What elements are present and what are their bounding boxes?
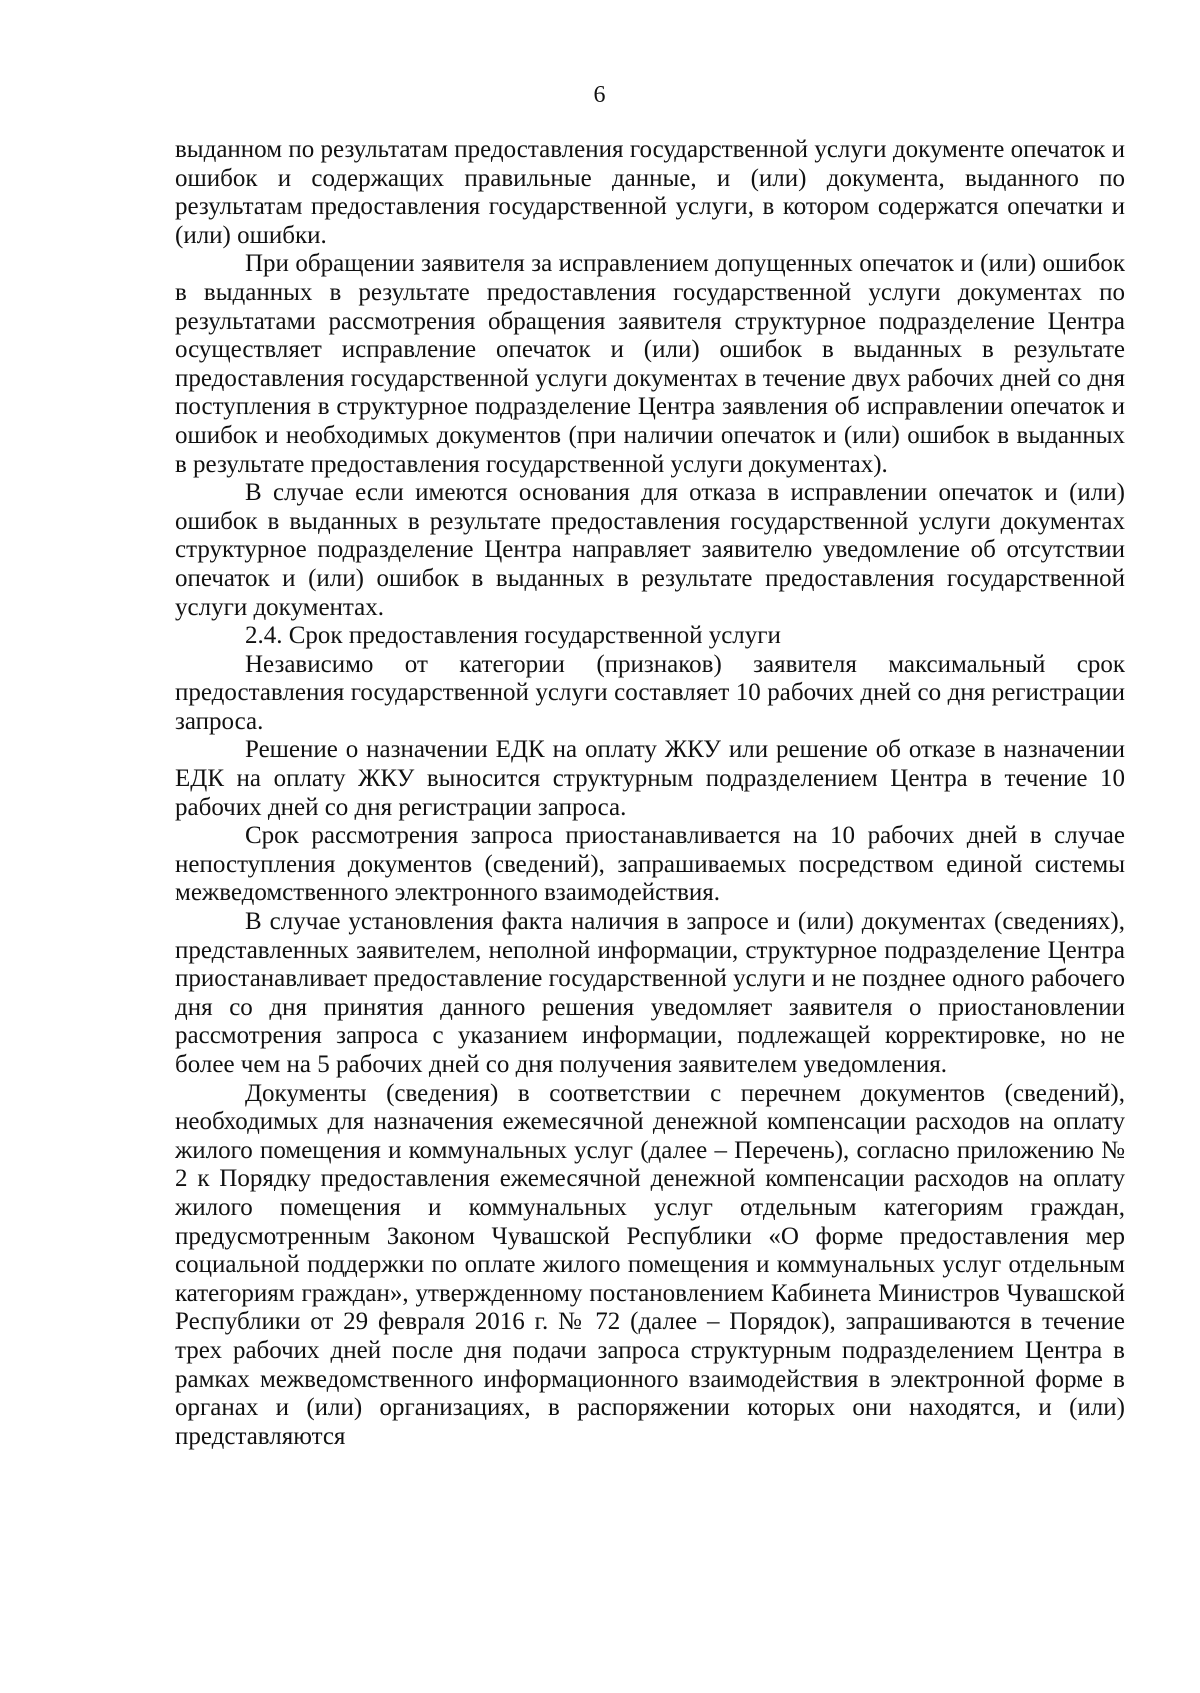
section-heading-2-4: 2.4. Срок предоставления государственной услуги: [245, 622, 781, 650]
paragraph-incomplete-info: В случае установления факта наличия в запросе и (или) документах (сведениях), представленных заявителем, неполной информации, структурное подразделение Центра приостанавливает предоставление государственной услуги и не позднее одного рабочего дня со дня принятия данного решения уведомляет заявителя о приостановлении рассмотрения запроса с указанием информации, подлежащей корректировке, но не более чем на 5 рабочих дней со дня получения заявителем уведомления.: [175, 908, 1125, 1078]
page-number: 6: [593, 82, 607, 108]
paragraph-correction-procedure: При обращении заявителя за исправлением допущенных опечаток и (или) ошибок в выданных в результате предоставления государственной услуги документах по результатами рассмотрения обращения заявителя структурное подразделение Центра осуществляет исправление опечаток и (или) ошибок в выданных в результате предоставления государственной услуги документах в течение двух рабочих дней со дня поступления в структурное подразделение Центра заявления об исправлении опечаток и ошибок и необходимых документов (при наличии опечаток и (или) ошибок в выданных в результате предоставления государственной услуги документах).: [175, 250, 1125, 478]
paragraph-continuation: выданном по результатам предоставления государственной услуги документе опечаток и ошибок и содержащих правильные данные, и (или) документа, выданного по результатам предоставления государственной услуги, в котором содержатся опечатки и (или) ошибки.: [175, 136, 1125, 249]
paragraph-refusal-notification: В случае если имеются основания для отказа в исправлении опечаток и (или) ошибок в выданных в результате предоставления государственной услуги документах структурное подразделение Центра направляет заявителю уведомление об отсутствии опечаток и (или) ошибок в выданных в результате предоставления государственной услуги документах.: [175, 479, 1125, 621]
document-body: [175, 136, 1125, 1451]
paragraph-suspension: Срок рассмотрения запроса приостанавливается на 10 рабочих дней в случае непоступления документов (сведений), запрашиваемых посредством единой системы межведомственного электронного взаимодействия.: [175, 822, 1125, 907]
paragraph-edk-decision: Решение о назначении ЕДК на оплату ЖКУ или решение об отказе в назначении ЕДК на оплату ЖКУ выносится структурным подразделением Центра в течение 10 рабочих дней со дня регистрации запроса.: [175, 736, 1125, 821]
paragraph-max-term: Независимо от категории (признаков) заявителя максимальный срок предоставления государственной услуги составляет 10 рабочих дней со дня регистрации запроса.: [175, 650, 1125, 735]
paragraph-documents-request: Документы (сведения) в соответствии с перечнем документов (сведений), необходимых для назначения ежемесячной денежной компенсации расходов на оплату жилого помещения и коммунальных услуг (далее – Перечень), согласно приложению № 2 к Порядку предоставления ежемесячной денежной компенсации расходов на оплату жилого помещения и коммунальных услуг отдельным категориям граждан, предусмотренным Законом Чувашской Республики «О форме предоставления мер социальной поддержки по оплате жилого помещения и коммунальных услуг отдельным категориям граждан», утвержденному постановлением Кабинета Министров Чувашской Республики от 29 февраля 2016 г. № 72 (далее – Порядок), запрашиваются в течение трех рабочих дней после дня подачи запроса структурным подразделением Центра в рамках межведомственного информационного взаимодействия в электронной форме в органах и (или) организациях, в распоряжении которых они находятся, и (или) представляются: [175, 1079, 1125, 1450]
